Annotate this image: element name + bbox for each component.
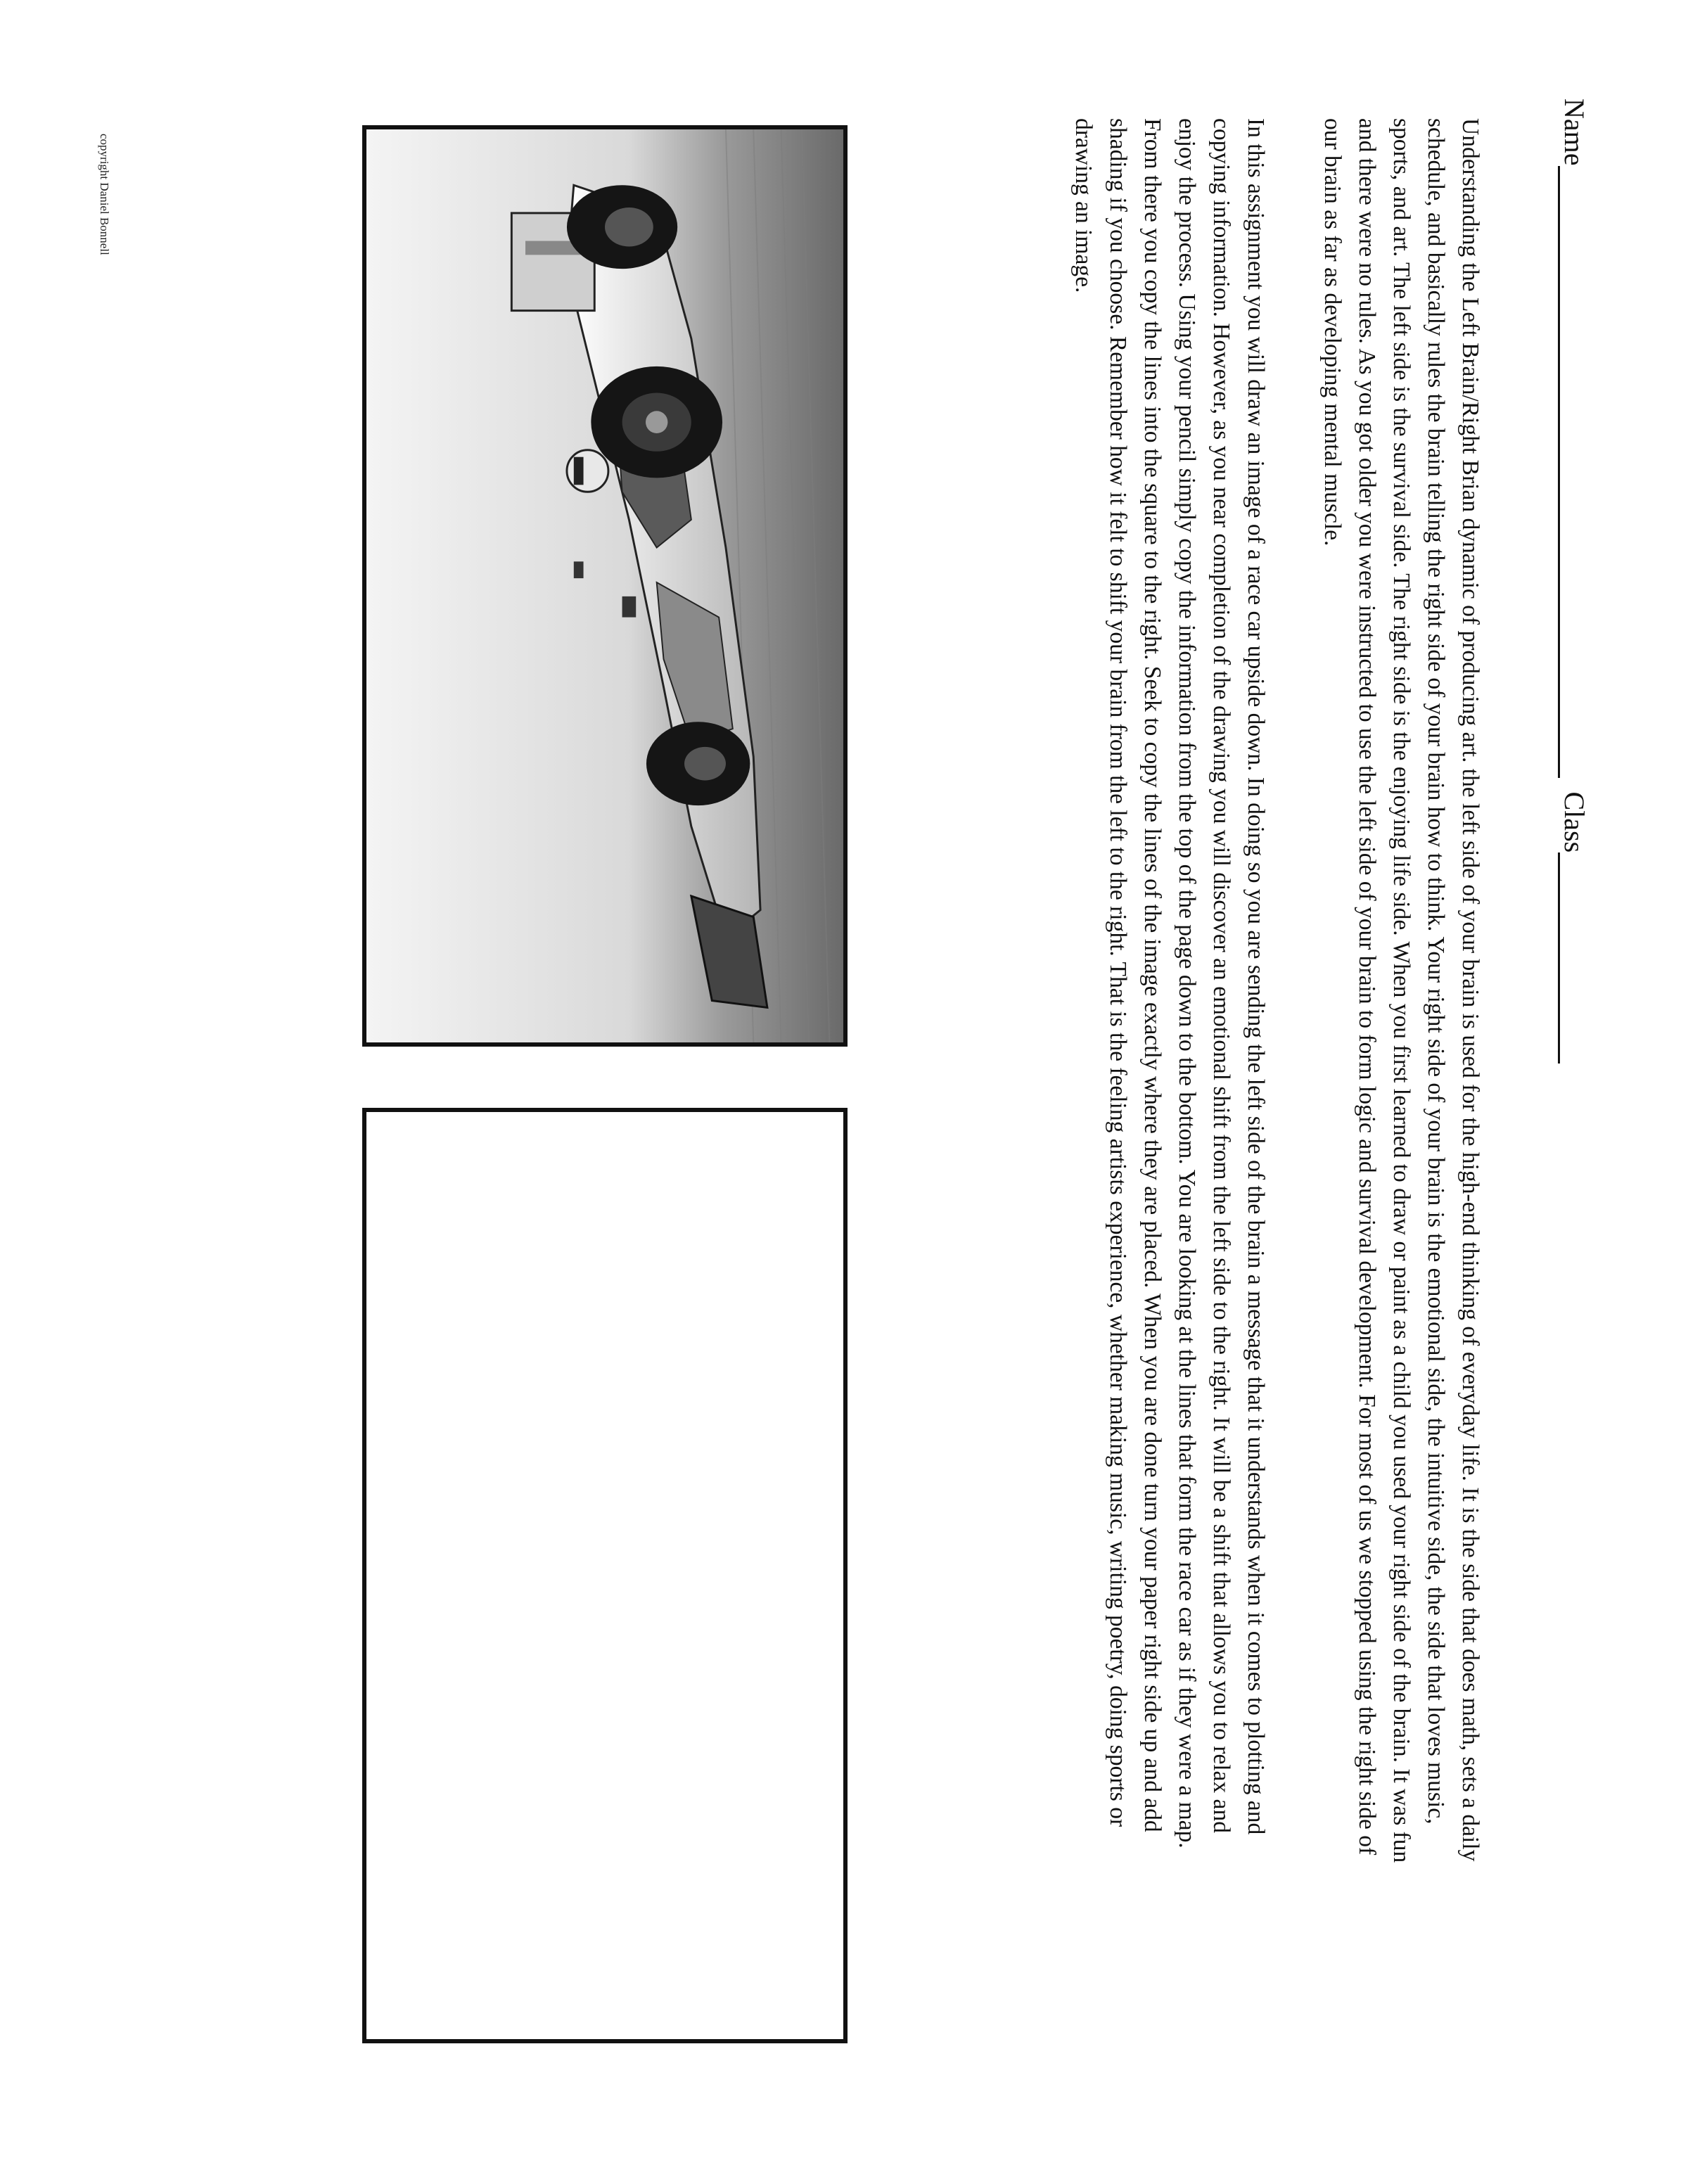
race-car-photo — [362, 125, 848, 1047]
drawing-area[interactable] — [362, 1108, 848, 2043]
intro-paragraph: Understanding the Left Brain/Right Brian dynamic of producing art. the left side of your brain is used for the high-end thinking of everyday life. It is the side that does math, sets a daily schedule, and basically rules the brain telling the right side of your brain how to think. Your right side of your brain is the emotional side, the intuitive side, the side that loves music, sports, and art. The left side is the survival side. The right side is the enjoying life side. When you first learned to draw or paint as a child you used your right side of the brain. It was fun and there were no rules. As you got older you were instructed to use the left side of your brain to form logic and survival development. For most of us we stopped using the right side of our brain as far as developing mental muscle. — [1319, 118, 1483, 1863]
name-blank — [1558, 166, 1588, 778]
assignment-paragraph: In this assignment you will draw an image of a race car upside down. In doing so you are sending the left side of the brain a message that it understands when it comes to plotting and copying information. However, as you near completion of the drawing you will discover an emotional shift from the left side to the right. It will be a shift that allows you to relax and enjoy the process. Using your pencil simply copy the information from the top of the page down to the bottom. You are looking at the lines that form the race car as if they were a map. From there you copy the lines into the square to the right. Seek to copy the lines of the image exactly where they are placed. When you are done turn your paper right side up and add shading if you choose. Remember how it felt to shift your brain from the left to the right. That is the feeling artists experience, whether making music, writing poetry, doing sports or drawing an image. — [1070, 118, 1269, 1848]
copyright-text: copyright Daniel Bonnell — [98, 134, 111, 255]
name-label: Name — [1559, 98, 1590, 166]
class-blank — [1558, 852, 1588, 1064]
header-fields — [1542, 98, 1591, 1097]
class-label: Class — [1559, 791, 1590, 853]
race-car-illustration — [366, 129, 843, 1042]
